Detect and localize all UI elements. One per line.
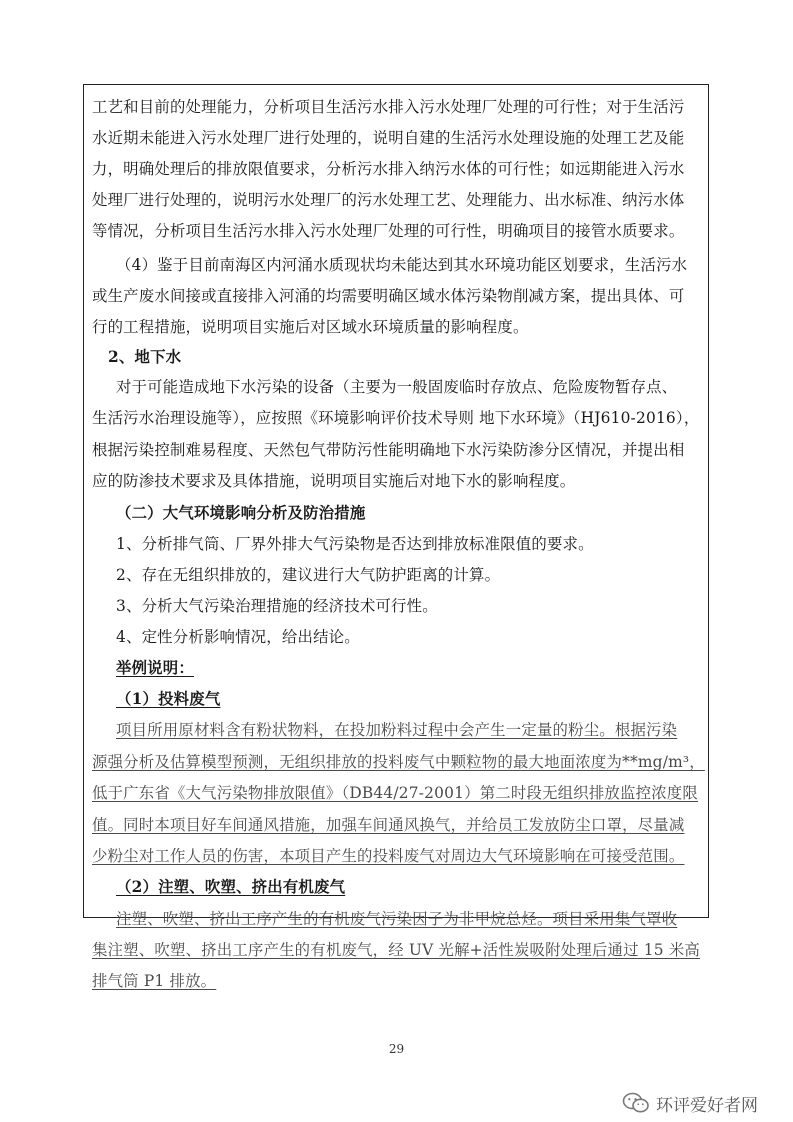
text-line: 排气筒 P1 排放。 — [92, 972, 217, 990]
text-line: 应的防渗技术要求及具体措施，说明项目实施后对地下水的影响程度。 — [92, 472, 576, 490]
list-item: 2、存在无组织排放的，建议进行大气防护距离的计算。 — [116, 566, 501, 584]
example-heading: 举例说明： — [116, 659, 194, 677]
wechat-icon — [622, 1091, 650, 1115]
text-line: 集注塑、吹塑、挤出工序产生的有机废气，经 UV 光解+活性炭吸附处理后通过 15 米高 — [92, 941, 701, 959]
text-line: 行的工程措施，说明项目实施后对区域水环境质量的影响程度。 — [92, 318, 529, 336]
subsection-heading: （2）注塑、吹塑、挤出有机废气 — [116, 878, 346, 896]
text-line: 根据污染控制难易程度、天然包气带防污性能明确地下水污染防渗分区情况，并提出相 — [92, 441, 685, 459]
text-line: 源强分析及估算模型预测，无组织排放的投料废气中颗粒物的最大地面浓度为**mg/m³， — [92, 753, 705, 771]
text-line: 项目所用原材料含有粉状物料，在投加粉料过程中会产生一定量的粉尘。根据污染 — [116, 721, 678, 739]
text-line: 等情况，分析项目生活污水排入污水处理厂处理的可行性，明确项目的接管水质要求。 — [92, 222, 685, 240]
text-line: 处理厂进行处理的，说明污水处理厂的污水处理工艺、处理能力、出水标准、纳污水体 — [92, 191, 685, 209]
text-line: 生活污水治理设施等），应按照《环境影响评价技术导则 地下水环境》（HJ610-2016）， — [92, 409, 700, 427]
list-item: 1、分析排气筒、厂界外排大气污染物是否达到排放标准限值的要求。 — [116, 535, 594, 553]
section-heading: （二）大气环境影响分析及防治措施 — [116, 504, 366, 522]
list-item: 3、分析大气污染治理措施的经济技术可行性。 — [116, 597, 438, 615]
text-line: 对于可能造成地下水污染的设备（主要为一般固废临时存放点、危险废物暂存点、 — [116, 378, 678, 396]
section-heading: 2、地下水 — [108, 348, 182, 366]
text-line: 少粉尘对工作人员的伤害，本项目产生的投料废气对周边大气环境影响在可接受范围。 — [92, 847, 685, 865]
text-line: 水近期未能进入污水处理厂进行处理的，说明自建的生活污水处理设施的处理工艺及能 — [92, 129, 685, 147]
subsection-heading: （1）投料废气 — [116, 690, 221, 708]
text-line: 注塑、吹塑、挤出工序产生的有机废气污染因子为非甲烷总烃。项目采用集气罩收 — [116, 910, 678, 928]
watermark — [622, 1090, 758, 1116]
page-number: 29 — [388, 1042, 405, 1056]
text-line: 低于广东省《大气污染物排放限值》（DB44/27-2001）第二时段无组织排放监控浓度限 — [92, 784, 698, 802]
text-line: 或生产废水间接或直接排入河涌的均需要明确区域水体污染物削减方案，提出具体、可 — [92, 287, 685, 305]
watermark-text: 环评爱好者网 — [656, 1095, 758, 1116]
list-item: 4、定性分析影响情况，给出结论。 — [116, 628, 360, 646]
text-line: 值。同时本项目好车间通风措施，加强车间通风换气，并给员工发放防尘口罩，尽量减 — [92, 816, 685, 834]
text-line: 工艺和目前的处理能力，分析项目生活污水排入污水处理厂处理的可行性；对于生活污 — [92, 98, 685, 116]
text-line: 力，明确处理后的排放限值要求，分析污水排入纳污水体的可行性；如远期能进入污水 — [92, 160, 685, 178]
text-line: （4）鉴于目前南海区内河涌水质现状均未能达到其水环境功能区划要求，生活污水 — [116, 256, 688, 274]
